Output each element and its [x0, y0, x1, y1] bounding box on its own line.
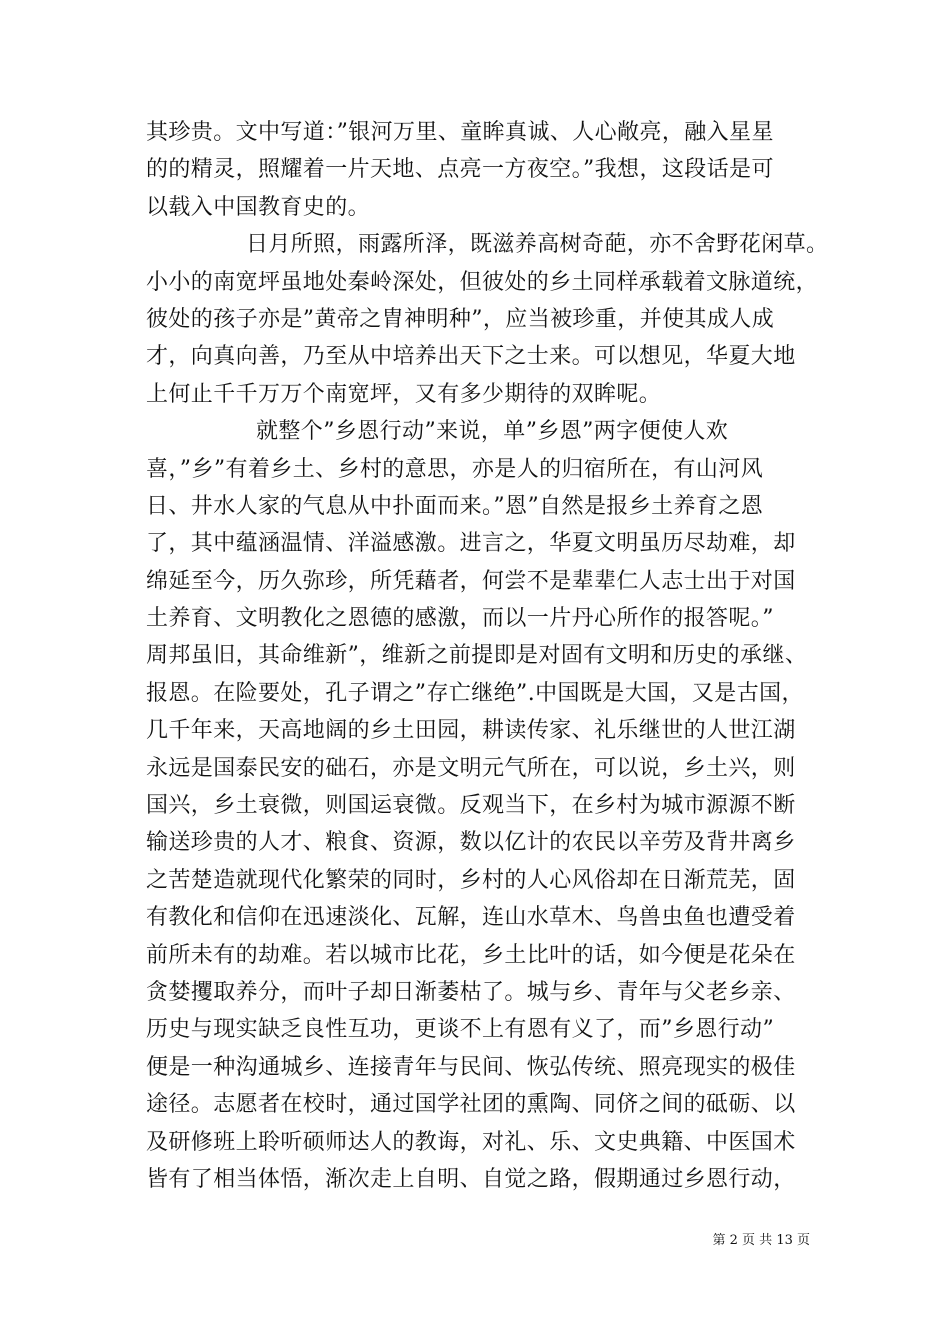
text-line: 土养育、文明教化之恩德的感激，而以一片丹心所作的报答呢。” — [146, 606, 774, 632]
paragraph-1 — [146, 114, 810, 226]
text-line: 皆有了相当体悟，渐次走上自明、自觉之路，假期通过乡恩行动， — [146, 1166, 796, 1192]
text-line: 途径。志愿者在校时，通过国学社团的熏陶、同侪之间的砥砺、以 — [146, 1092, 796, 1118]
text-line: 有教化和信仰在迅速淡化、瓦解，连山水草木、鸟兽虫鱼也遭受着 — [146, 905, 796, 931]
text-line: 贪婪攫取养分，而叶子却日渐萎枯了。城与乡、青年与父老乡亲、 — [146, 979, 796, 1005]
text-line: 喜，”乡”有着乡土、乡村的意思，亦是人的归宿所在，有山河风 — [146, 456, 764, 482]
text-line: 才，向真向善，乃至从中培养出天下之士来。可以想见，华夏大地 — [146, 344, 796, 370]
text-line: 彼处的孩子亦是”黄帝之胄神明种”，应当被珍重，并使其成人成 — [146, 306, 775, 332]
text-line: 报恩。在险要处，孔子谓之”存亡继绝”.中国既是大国，又是古国， — [146, 680, 804, 706]
text-line: 小小的南宽坪虽地处秦岭深处，但彼处的乡土同样承载着文脉道统， — [146, 269, 819, 295]
text-line: 的的精灵，照耀着一片天地、点亮一方夜空。”我想，这段话是可 — [146, 157, 774, 183]
text-line: 之苦楚造就现代化繁荣的同时，乡村的人心风俗却在日渐荒芜，固 — [146, 867, 796, 893]
text-line: 国兴，乡土衰微，则国运衰微。反观当下，在乡村为城市源源不断 — [146, 793, 796, 819]
text-line: 周邦虽旧，其命维新”，维新之前提即是对固有文明和历史的承继、 — [146, 643, 808, 669]
text-line: 了，其中蕴涵温情、洋溢感激。进言之，华夏文明虽历尽劫难，却 — [146, 531, 796, 557]
text-line: 及研修班上聆听硕师达人的教诲，对礼、乐、文史典籍、中医国术 — [146, 1129, 796, 1155]
paragraph-2 — [146, 226, 829, 413]
text-line: 其珍贵。文中写道：”银河万里、童眸真诚、人心敞亮，融入星星 — [146, 120, 774, 145]
text-line-indented: 就整个”乡恩行动”来说，单”乡恩”两字便使人欢 — [256, 419, 729, 445]
text-line: 输送珍贵的人才、粮食、资源，数以亿计的农民以辛劳及背井离乡 — [146, 830, 796, 856]
text-line: 永远是国泰民安的础石，亦是文明元气所在，可以说，乡土兴，则 — [146, 755, 796, 781]
document-body — [146, 114, 829, 1198]
text-line: 以载入中国教育史的。 — [146, 194, 371, 220]
text-line: 便是一种沟通城乡、连接青年与民间、恢弘传统、照亮现实的极佳 — [146, 1054, 796, 1080]
text-line: 绵延至今，历久弥珍，所凭藉者，何尝不是辈辈仁人志士出于对国 — [146, 568, 796, 594]
text-line: 日、井水人家的气息从中扑面而来。”恩”自然是报乡土养育之恩 — [146, 493, 764, 519]
text-line: 前所未有的劫难。若以城市比花，乡土比叶的话，如今便是花朵在 — [146, 942, 796, 968]
text-line: 上何止千千万万个南宽坪，又有多少期待的双眸呢。 — [146, 381, 662, 407]
text-line-indented: 日月所照，雨露所泽，既滋养高树奇葩，亦不舍野花闲草。 — [246, 232, 829, 258]
text-line: 历史与现实缺乏良性互功，更谈不上有恩有义了，而”乡恩行动” — [146, 1017, 775, 1043]
page-number-footer: 第 2 页 共 13 页 — [712, 1233, 810, 1248]
paragraph-3 — [146, 413, 810, 1198]
text-line: 几千年来，天高地阔的乡土田园，耕读传家、礼乐继世的人世江湖 — [146, 718, 796, 744]
